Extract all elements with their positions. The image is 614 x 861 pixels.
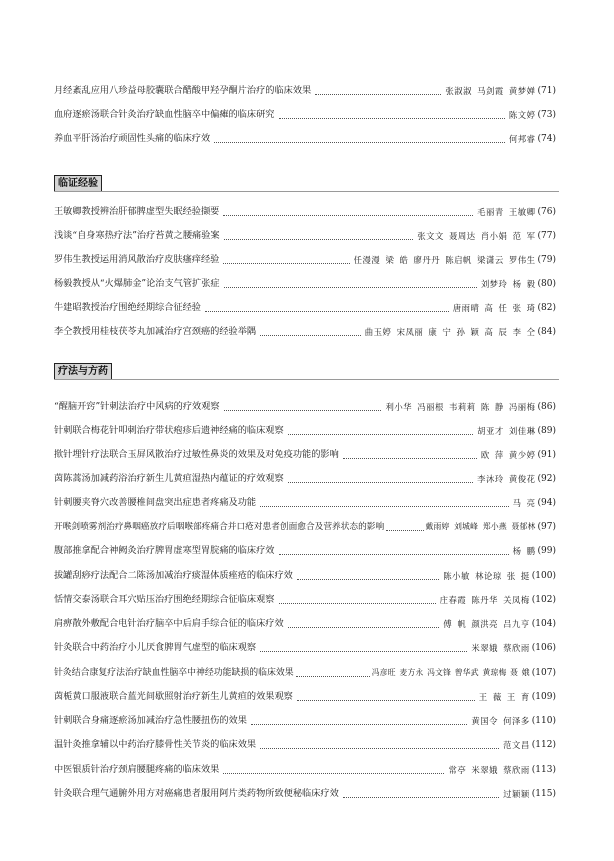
entry-authors: 马 亮 <box>512 498 536 508</box>
entry-page-number: (91) <box>537 450 556 460</box>
entry-authors: 戴雨婷 刘城峰 郑小燕 聂郁林 <box>425 522 536 531</box>
entry-authors: 利小华 冯丽根 韦莉莉 陈 静 冯丽梅 <box>385 402 536 412</box>
leader-dots <box>279 603 436 604</box>
toc-entry[interactable] <box>54 639 556 655</box>
entry-title: 养血平肝汤治疗顽固性头痛的临床疗效 <box>54 133 211 144</box>
toc-entry[interactable] <box>54 542 556 558</box>
toc-entry[interactable] <box>54 785 556 801</box>
toc-entry[interactable] <box>54 567 556 583</box>
entry-title: 拔罐刮痧疗法配合二陈汤加减治疗痰湿体质痤疮的临床疗效 <box>54 570 293 581</box>
entry-page-number: (89) <box>537 426 556 436</box>
entry-page-number: (99) <box>537 546 556 556</box>
entry-title: 针灸联合理气通腑外用方对癌痛患者服用阿片类药物所致便秘临床疗效 <box>54 788 339 799</box>
entry-authors: 陈小敏 林论琼 张 挺 <box>443 571 530 581</box>
entry-title: 恬情交泰汤联合耳穴贴压治疗围绝经期综合征临床观察 <box>54 594 275 605</box>
leader-dots <box>260 651 467 652</box>
leader-dots <box>260 335 361 336</box>
entry-title: 开喉剑喷雾剂治疗鼻咽癌放疗后咽喉部疼痛合并口疮对患者创面愈合及营养状态的影响 <box>54 522 385 532</box>
entry-authors: 何邦睿 <box>508 134 536 144</box>
leader-dots <box>223 263 349 264</box>
leader-dots <box>386 530 423 531</box>
toc-entry[interactable] <box>54 664 556 680</box>
toc-entry[interactable] <box>54 736 556 752</box>
entry-authors: 杨 鹏 <box>512 546 536 556</box>
entry-page-number: (84) <box>537 327 556 337</box>
section-divider <box>54 191 559 192</box>
toc-entry[interactable] <box>54 518 556 534</box>
leader-dots <box>223 215 473 216</box>
section-heading: 临证经验 <box>54 175 102 192</box>
leader-dots <box>288 434 473 435</box>
entry-authors: 李沐玲 黄俊花 <box>477 474 536 484</box>
entry-title: 茵陈蒿汤加减药浴治疗新生儿黄疸湿热内蕴证的疗效观察 <box>54 473 284 484</box>
leader-dots <box>296 676 370 677</box>
toc-entry[interactable] <box>54 323 556 339</box>
toc-entry[interactable] <box>54 615 556 631</box>
toc-entry[interactable] <box>54 130 556 146</box>
entry-authors: 曲玉婷 宋凤丽 康 宁 孙 颖 高 辰 李 仝 <box>364 327 536 337</box>
entry-page-number: (94) <box>537 498 556 508</box>
entry-page-number: (100) <box>531 571 556 581</box>
entry-authors: 常亭 米翠娥 蔡欣雨 <box>448 765 530 775</box>
entry-authors: 傅 帆 颜洪亮 吕九亨 <box>443 619 530 629</box>
toc-entry[interactable] <box>54 398 556 414</box>
entry-title: 牛建昭教授治疗围绝经期综合征经验 <box>54 302 201 313</box>
leader-dots <box>224 287 477 288</box>
leader-dots <box>288 482 473 483</box>
leader-dots <box>224 410 382 411</box>
toc-entry[interactable] <box>54 688 556 704</box>
entry-authors: 陈文婷 <box>508 110 536 120</box>
toc-entry[interactable] <box>54 712 556 728</box>
entry-page-number: (104) <box>531 619 556 629</box>
entry-title: 针灸联合中药治疗小儿厌食脾胃气虚型的临床观察 <box>54 642 257 653</box>
entry-page-number: (92) <box>537 474 556 484</box>
toc-entry[interactable] <box>54 106 556 122</box>
entry-authors: 过颖颖 <box>503 789 530 799</box>
entry-authors: 冯彦旺 麦方永 冯文锋 曾华武 黄琼梅 聂 娥 <box>371 668 530 677</box>
entry-page-number: (102) <box>531 595 556 605</box>
section-divider <box>54 379 559 380</box>
entry-authors: 范文昌 <box>503 740 530 750</box>
toc-entry[interactable] <box>54 494 556 510</box>
entry-authors: 米翠娥 蔡欣雨 <box>471 643 530 653</box>
entry-page-number: (107) <box>531 668 556 678</box>
leader-dots <box>223 773 444 774</box>
entry-authors: 庄春霞 陈丹华 关凤梅 <box>439 595 530 605</box>
entry-authors: 张文文 聂周达 肖小娟 范 军 <box>417 231 536 241</box>
toc-entry[interactable] <box>54 591 556 607</box>
entry-authors: 张淑淑 马剑霞 黄梦婵 <box>445 86 536 96</box>
leader-dots <box>297 579 439 580</box>
entry-page-number: (71) <box>537 86 556 96</box>
leader-dots <box>343 458 477 459</box>
entry-page-number: (80) <box>537 279 556 289</box>
toc-entry[interactable] <box>54 82 556 98</box>
leader-dots <box>279 554 509 555</box>
leader-dots <box>214 142 505 143</box>
entry-page-number: (82) <box>537 303 556 313</box>
entry-title: 李仝教授用桂枝茯苓丸加减治疗宫颈癌的经验举隅 <box>54 326 257 337</box>
leader-dots <box>288 627 440 628</box>
leader-dots <box>315 94 441 95</box>
entry-title: 中医银质针治疗颈肩腰腿疼痛的临床效果 <box>54 764 220 775</box>
section-heading: 疗法与方药 <box>54 363 112 380</box>
leader-dots <box>279 118 505 119</box>
entry-title: 腹部推拿配合神阙灸治疗脾胃虚寒型胃脘痛的临床疗效 <box>54 545 275 556</box>
toc-entry[interactable] <box>54 275 556 291</box>
entry-title: 罗伟生教授运用消风散治疗皮肤瘙痒经验 <box>54 254 220 265</box>
entry-page-number: (97) <box>537 522 556 532</box>
entry-title: “醒脑开窍”针刺法治疗中风病的疗效观察 <box>54 401 220 412</box>
entry-title: 针刺腰夹脊穴改善腰椎间盘突出症患者疼痛及功能 <box>54 497 257 508</box>
entry-page-number: (76) <box>537 207 556 217</box>
leader-dots <box>224 239 414 240</box>
entry-authors: 胡亚才 刘佳琳 <box>477 426 536 436</box>
toc-entry[interactable] <box>54 203 556 219</box>
entry-title: 月经紊乱应用八珍益母胶囊联合醋酸甲羟孕酮片治疗的临床效果 <box>54 85 312 96</box>
entry-page-number: (73) <box>537 110 556 120</box>
entry-title: 血府逐瘀汤联合针灸治疗缺血性脑卒中偏瘫的临床研究 <box>54 109 275 120</box>
entry-page-number: (74) <box>537 134 556 144</box>
entry-title: 肩痹散外敷配合电针治疗脑卒中后肩手综合征的临床疗效 <box>54 618 284 629</box>
entry-title: 针灸结合康复疗法治疗缺血性脑卒中神经功能缺损的临床效果 <box>54 668 294 678</box>
leader-dots <box>260 748 499 749</box>
entry-title: 揿针埋针疗法联合玉屏风散治疗过敏性鼻炎的效果及对免疫功能的影响 <box>54 449 339 460</box>
entry-page-number: (113) <box>531 765 556 775</box>
entry-title: 温针灸推拿辅以中药治疗膝骨性关节炎的临床效果 <box>54 739 257 750</box>
entry-title: 杨毅教授从“火爆肺金”论治支气管扩张症 <box>54 278 220 289</box>
entry-authors: 黄国令 何泽多 <box>471 716 530 726</box>
toc-entry[interactable] <box>54 251 556 267</box>
entry-title: 针刺联合身痛逐瘀汤加减治疗急性腰扭伤的效果 <box>54 715 247 726</box>
toc-entry[interactable] <box>54 299 556 315</box>
toc-entry[interactable] <box>54 446 556 462</box>
leader-dots <box>260 506 508 507</box>
entry-page-number: (77) <box>537 231 556 241</box>
entry-page-number: (106) <box>531 643 556 653</box>
entry-page-number: (109) <box>531 692 556 702</box>
toc-entry[interactable] <box>54 227 556 243</box>
entry-page-number: (112) <box>531 740 556 750</box>
entry-page-number: (110) <box>531 716 556 726</box>
entry-title: 王敏卿教授辨治肝郁脾虚型失眠经验撷要 <box>54 206 220 217</box>
entry-title: 浅谈“自身寒热疗法”治疗苔黄之腰痛验案 <box>54 230 220 241</box>
entry-title: 针刺联合梅花针叩刺治疗带状疱疹后遗神经痛的临床观察 <box>54 425 284 436</box>
leader-dots <box>343 797 499 798</box>
entry-authors: 王 薇 王 育 <box>478 692 530 702</box>
entry-authors: 毛丽青 王敏卿 <box>477 207 536 217</box>
entry-authors: 任漫漫 梁 皓 廖丹丹 陈启帆 梁潇云 罗伟生 <box>353 255 536 265</box>
leader-dots <box>297 700 475 701</box>
toc-entry[interactable] <box>54 761 556 777</box>
entry-title: 茵栀黄口服液联合蓝光间歇照射治疗新生儿黄疸的效果观察 <box>54 691 293 702</box>
toc-entry[interactable] <box>54 470 556 486</box>
toc-entry[interactable] <box>54 422 556 438</box>
leader-dots <box>251 724 467 725</box>
entry-authors: 欧 萍 黄少婷 <box>480 450 536 460</box>
leader-dots <box>205 311 449 312</box>
entry-authors: 唐雨晴 高 任 张 琦 <box>452 303 536 313</box>
entry-page-number: (115) <box>531 789 556 799</box>
entry-page-number: (86) <box>537 402 556 412</box>
entry-page-number: (79) <box>537 255 556 265</box>
entry-authors: 刘梦玲 杨 毅 <box>480 279 536 289</box>
